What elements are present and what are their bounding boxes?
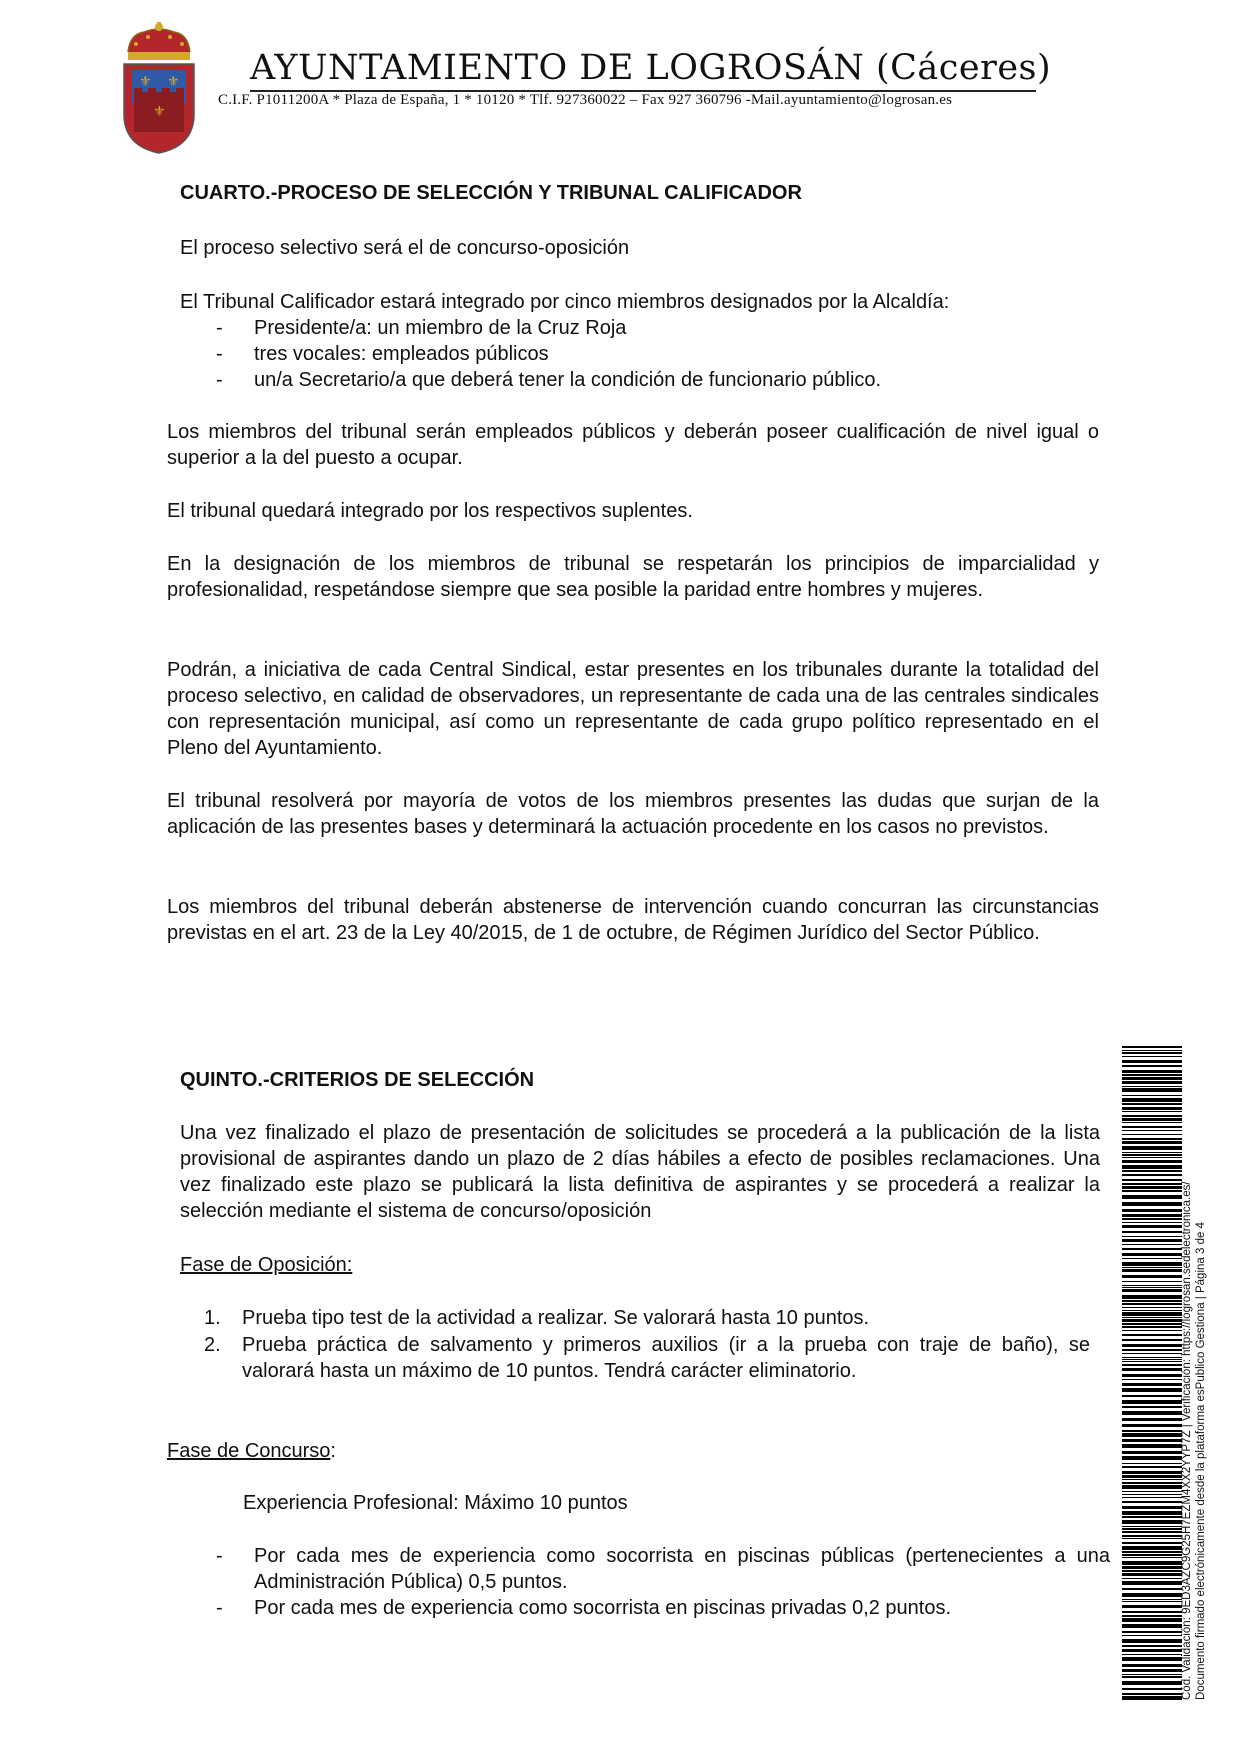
barcode-bar [1122,1303,1182,1305]
barcode-bar [1122,1209,1182,1212]
barcode-bar [1122,1138,1182,1140]
barcode-bar [1122,1281,1182,1282]
barcode-bar [1122,1501,1182,1503]
barcode-bar [1122,1248,1182,1250]
barcode-bar [1122,1635,1182,1636]
barcode-bar [1122,1557,1182,1558]
oposicion-item-text: Prueba práctica de salvamento y primeros auxilios (ir a la prueba con traje de baño), se valorará hasta un máximo de 10 puntos. Tendrá carácter eliminatorio. [242,1334,1090,1382]
barcode-bar [1122,1657,1182,1661]
barcode-bar [1122,1649,1182,1652]
barcode-bar [1122,1357,1182,1358]
barcode-bar [1122,1319,1182,1322]
section-cuarto-heading: CUARTO.-PROCESO DE SELECCIÓN Y TRIBUNAL CALIFICADOR [180,182,802,204]
fase-concurso-title-text: Fase de Concurso [167,1440,331,1462]
svg-text:⚜: ⚜ [153,104,166,120]
barcode-bar [1122,1262,1182,1266]
bullet-dash: - [216,369,223,391]
signature-platform-line: Documento firmado electrónicamente desde la plataforma esPublico Gestiona | Página 3 de 4 [1195,1222,1207,1700]
barcode-bar [1122,1317,1182,1318]
barcode-bar [1122,1418,1182,1421]
barcode-bar [1122,1379,1182,1380]
concurso-bullet-text: Por cada mes de experiencia como socorrista en piscinas privadas 0,2 puntos. [254,1597,952,1619]
barcode-bar [1122,1130,1182,1131]
barcode-bar [1122,1046,1182,1048]
barcode-bar [1122,1152,1182,1153]
barcode-bar [1122,1326,1182,1328]
tribunal-member-text: tres vocales: empleados públicos [254,343,549,365]
barcode-bar [1122,1674,1182,1675]
section-cuarto-paragraph-6: Podrán, a iniciativa de cada Central Sindical, estar presentes en los tribunales durante la totalidad del proceso selectivo, en calidad de observadores, un representante de cada una de las centrales sindicales con representación municipal, así como un representante de cada grupo político representado en el Pleno del Ayuntamiento. [167,659,1099,759]
barcode-bar [1122,1538,1182,1539]
barcode-bar [1122,1056,1182,1057]
barcode-bar [1122,1239,1182,1242]
tribunal-member-text: un/a Secretario/a que deberá tener la condición de funcionario público. [254,369,882,391]
coat-of-arms-logo [120,22,198,154]
barcode-bar [1122,1444,1182,1448]
barcode-bar [1122,1146,1182,1150]
oposicion-item-number: 1. [204,1307,221,1329]
fase-concurso-title [167,1438,567,1464]
barcode-bar [1122,1269,1182,1272]
barcode-bar [1122,1118,1182,1121]
barcode-bar [1122,1074,1182,1076]
section-cuarto-paragraph-3: Los miembros del tribunal serán empleados públicos y deberán poseer cualificación de nivel igual o superior a la del puesto a ocupar. [167,421,1099,469]
barcode-bar [1122,1253,1182,1256]
barcode-bar [1122,1300,1182,1302]
barcode-bar [1122,1561,1182,1565]
barcode-bar [1122,1631,1182,1633]
barcode-bar [1122,1344,1182,1347]
barcode-bar [1122,1494,1182,1495]
barcode-bar [1122,1497,1182,1498]
barcode-bar [1122,1214,1182,1217]
barcode-bar [1122,1693,1182,1695]
barcode-bar [1122,1605,1182,1608]
section-cuarto-paragraph-8: Los miembros del tribunal deberán abstenerse de intervención cuando concurran las circunstancias previstas en el art. 23 de la Ley 40/2015, de 1 de octubre, de Régimen Jurídico del Sector Público. [167,896,1099,944]
barcode-bar [1122,1395,1182,1397]
barcode-bar [1122,1531,1182,1533]
barcode-bar [1122,1601,1182,1602]
barcode-bar [1122,1330,1182,1331]
barcode-bar [1122,1516,1182,1518]
svg-text:⚜: ⚜ [139,74,152,90]
barcode-bar [1122,1676,1182,1678]
barcode-bar [1122,1154,1182,1156]
barcode-bar [1122,1179,1182,1181]
section-cuarto-paragraph-4: El tribunal quedará integrado por los respectivos suplentes. [167,500,693,522]
barcode-bar [1122,1566,1182,1569]
barcode-bar [1122,1696,1182,1700]
barcode-bar [1122,1050,1182,1051]
barcode-bar [1122,1285,1182,1286]
oposicion-item-number: 2. [204,1334,221,1356]
barcode-bar [1122,1364,1182,1366]
barcode-bar [1122,1312,1182,1316]
barcode-bar [1122,1485,1182,1489]
barcode-bar [1122,1334,1182,1336]
barcode-bar [1122,1593,1182,1597]
barcode-bar [1122,1491,1182,1492]
barcode-bar [1122,1222,1182,1223]
barcode-bar [1122,1134,1182,1135]
barcode-bar [1122,1482,1182,1484]
barcode-bar [1122,1551,1182,1553]
barcode-bar [1122,1295,1182,1299]
bullet-dash: - [216,317,223,339]
barcode-bar [1122,1258,1182,1259]
barcode-bar [1122,1183,1182,1185]
barcode-bar [1122,1077,1182,1080]
barcode-bar [1122,1611,1182,1613]
section-quinto-heading: QUINTO.-CRITERIOS DE SELECCIÓN [180,1069,535,1091]
barcode-bar [1122,1098,1182,1102]
barcode-bar [1122,1475,1182,1478]
barcode-bar [1122,1190,1182,1192]
barcode-bar [1122,1535,1182,1537]
barcode-bar [1122,1573,1182,1576]
barcode-bar [1122,1639,1182,1643]
barcode-bar [1122,1081,1182,1084]
barcode-bar [1122,1654,1182,1655]
barcode-bar [1122,1165,1182,1169]
barcode-bar [1122,1122,1182,1123]
barcode-bar [1122,1107,1182,1110]
section-cuarto-paragraph-5: En la designación de los miembros de tribunal se respetarán los principios de imparcialidad y profesionalidad, respetándose siempre que sea posible la paridad entre hombres y mujeres. [167,553,1099,601]
barcode-bar [1122,1174,1182,1176]
barcode-bar [1122,1231,1182,1233]
barcode-bar [1122,1451,1182,1454]
barcode-bar [1122,1244,1182,1245]
oposicion-item-text: Prueba tipo test de la actividad a realizar. Se valorará hasta 10 puntos. [242,1307,870,1329]
section-cuarto-paragraph-1: El proceso selectivo será el de concurso-oposición [180,237,630,259]
barcode-bar [1122,1618,1182,1622]
barcode-bar [1122,1430,1182,1432]
barcode-bar [1122,1289,1182,1292]
section-cuarto-paragraph-7: El tribunal resolverá por mayoría de votos de los miembros presentes las dudas que surjan de la aplicación de las presentes bases y determinará la actuación procedente en los casos no previstos. [167,790,1099,838]
barcode-bar [1122,1195,1182,1199]
barcode-bar [1122,1065,1182,1067]
barcode-bar [1122,1160,1182,1163]
barcode-bar [1122,1103,1182,1105]
barcode-bar [1122,1615,1182,1617]
barcode-bar [1122,1383,1182,1386]
fase-oposicion-title: Fase de Oposición: [180,1254,353,1276]
barcode-bar [1122,1361,1182,1362]
barcode-bar [1122,1681,1182,1685]
barcode-bar [1122,1186,1182,1189]
barcode-bar [1122,1542,1182,1544]
barcode-bar [1122,1463,1182,1464]
barcode-bar [1122,1310,1182,1311]
barcode-bar [1122,1126,1182,1128]
barcode-bar [1122,1323,1182,1325]
barcode-bar [1122,1095,1182,1096]
barcode-bar [1122,1202,1182,1206]
barcode-bar [1122,1141,1182,1144]
barcode-bar [1122,1406,1182,1408]
barcode-bar [1122,1236,1182,1237]
barcode-bar [1122,1115,1182,1117]
barcode-bar [1122,1546,1182,1550]
barcode-bar [1122,1170,1182,1172]
barcode-bar [1122,1275,1182,1278]
barcode-bar [1122,1439,1182,1442]
bullet-dash: - [216,343,223,365]
barcode-bar [1122,1374,1182,1377]
validation-barcode [1122,1046,1182,1700]
barcode-bar [1122,1424,1182,1427]
barcode-bar [1122,1664,1182,1667]
barcode-bar [1122,1599,1182,1600]
barcode-bar [1122,1060,1182,1063]
barcode-bar [1122,1528,1182,1530]
barcode-bar [1122,1526,1182,1527]
fase-concurso-colon: : [330,1440,336,1462]
section-quinto-paragraph-1: Una vez finalizado el plazo de presentación de solicitudes se procederá a la publicación de la lista provisional de aspirantes dando un plazo de 2 días hábiles a efecto de posibles reclamaciones. Una vez finalizado este plazo se publicará la lista definitiva de aspirantes y se procederá a realizar la selección mediante el sistema de concurso/oposición [180,1122,1100,1222]
barcode-bar [1122,1411,1182,1415]
barcode-bar [1122,1645,1182,1647]
barcode-bar [1122,1368,1182,1371]
barcode-bar [1122,1086,1182,1087]
barcode-bar [1122,1218,1182,1220]
concurso-bullet-text: Por cada mes de experiencia como socorrista en piscinas públicas (pertenecientes a una Administración Pública) 0,5 puntos. [254,1545,1110,1593]
barcode-bar [1122,1349,1182,1351]
barcode-bar [1122,1471,1182,1474]
validation-side-text [1180,1040,1208,1700]
barcode-bar [1122,1111,1182,1112]
barcode-bar [1122,1588,1182,1590]
barcode-bar [1122,1287,1182,1288]
barcode-bar [1122,1433,1182,1437]
barcode-bar [1122,1624,1182,1628]
barcode-bar [1122,1339,1182,1341]
validation-code-line: Cód. Validación: 9ED3AZC9G25H7EZM4XX2YYP7Z | Verificación: https://logrosan.sedelectronica.es/ [1181,1181,1193,1700]
barcode-bar [1122,1511,1182,1515]
barcode-bar [1122,1506,1182,1509]
barcode-bar [1122,1520,1182,1524]
experiencia-profesional-line: Experiencia Profesional: Máximo 10 puntos [243,1492,628,1514]
barcode-bar [1122,1225,1182,1228]
barcode-bar [1122,1353,1182,1354]
barcode-bar [1122,1070,1182,1073]
barcode-bar [1122,1554,1182,1556]
barcode-bar [1122,1581,1182,1585]
barcode-bar [1122,1578,1182,1579]
barcode-bar [1122,1267,1182,1268]
bullet-dash: - [216,1597,223,1619]
barcode-bar [1122,1359,1182,1360]
section-cuarto-paragraph-2: El Tribunal Calificador estará integrado por cinco miembros designados por la Alcaldía: [180,291,950,313]
barcode-bar [1122,1456,1182,1460]
tribunal-member-text: Presidente/a: un miembro de la Cruz Roja [254,317,627,339]
bullet-dash: - [216,1545,223,1567]
barcode-bar [1122,1570,1182,1572]
svg-text:⚜: ⚜ [167,74,180,90]
barcode-bar [1122,1688,1182,1690]
barcode-bar [1122,1088,1182,1092]
barcode-bar [1122,1052,1182,1054]
municipality-title: AYUNTAMIENTO DE LOGROSÁN (Cáceres) [250,48,1052,88]
barcode-bar [1122,1466,1182,1468]
barcode-bar [1122,1388,1182,1392]
barcode-bar [1122,1479,1182,1480]
barcode-bar [1122,1400,1182,1404]
municipality-contact-info: C.I.F. P1011200A * Plaza de España, 1 * 10120 * Tlf. 927360022 – Fax 927 360796 -Mail.ayuntamiento@logrosan.es [218,92,953,108]
barcode-bar [1122,1669,1182,1672]
barcode-bar [1122,1157,1182,1158]
barcode-bar [1122,1307,1182,1308]
